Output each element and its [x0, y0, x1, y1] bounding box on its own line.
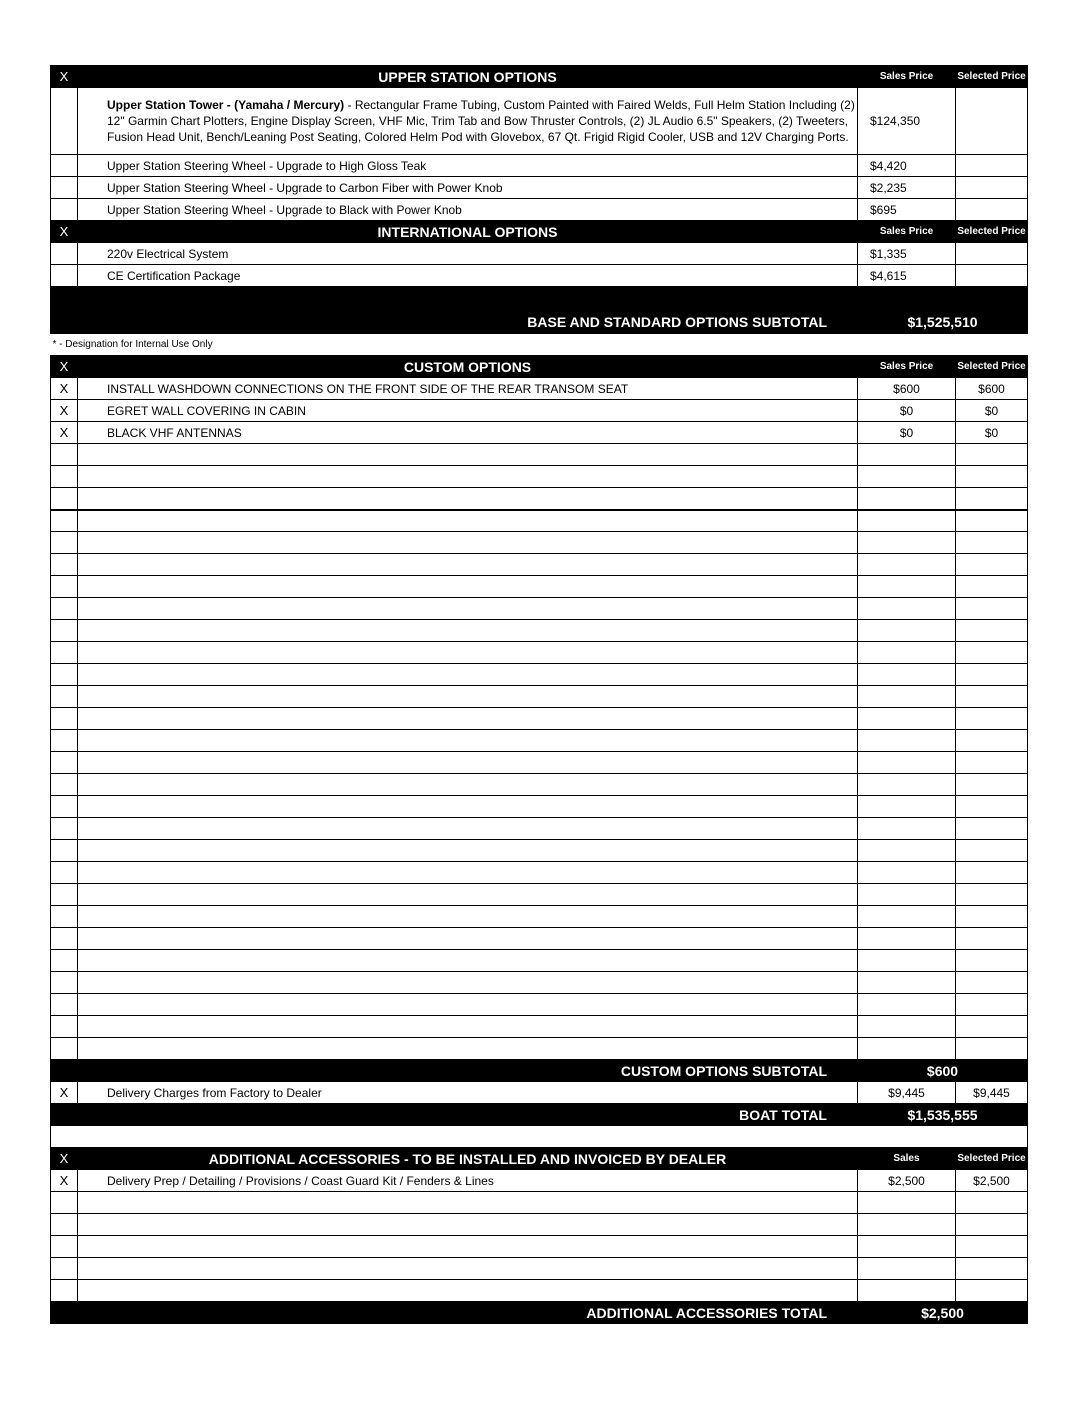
empty-cell	[78, 642, 858, 664]
empty-cell	[858, 906, 956, 928]
delivery-selected-price: $9,445	[956, 1082, 1028, 1104]
option-description: EGRET WALL COVERING IN CABIN	[78, 400, 858, 422]
option-description: CE Certification Package	[78, 265, 858, 287]
empty-cell	[858, 774, 956, 796]
empty-cell	[51, 664, 78, 686]
accessories-header	[51, 1148, 1028, 1170]
empty-cell	[78, 972, 858, 994]
options-sheet	[50, 65, 1027, 1324]
header-mark: X	[51, 356, 78, 378]
empty-cell	[51, 906, 78, 928]
sales-heading: Sales	[858, 1148, 956, 1170]
header-mark: X	[51, 221, 78, 243]
empty-row	[51, 906, 1028, 928]
selection-mark: X	[51, 1170, 78, 1192]
header-mark: X	[51, 1148, 78, 1170]
empty-cell	[858, 642, 956, 664]
blank-accessory-rows	[51, 1192, 1028, 1302]
empty-cell	[51, 1280, 78, 1302]
option-row	[51, 199, 1028, 221]
empty-cell	[78, 598, 858, 620]
custom-option-row	[51, 422, 1028, 444]
empty-cell	[858, 840, 956, 862]
empty-cell	[956, 994, 1028, 1016]
option-price: $4,420	[858, 155, 956, 177]
options-table	[50, 65, 1028, 1324]
empty-row	[51, 1016, 1028, 1038]
option-price: $4,615	[858, 265, 956, 287]
empty-cell	[956, 840, 1028, 862]
empty-cell	[956, 752, 1028, 774]
empty-cell	[858, 466, 956, 488]
option-price: $695	[858, 199, 956, 221]
empty-cell	[956, 972, 1028, 994]
accessory-price: $2,500	[858, 1170, 956, 1192]
empty-cell	[858, 444, 956, 466]
mark-cell	[51, 243, 78, 265]
option-row	[51, 265, 1028, 287]
empty-row	[51, 510, 1028, 532]
empty-row	[51, 818, 1028, 840]
empty-cell	[78, 730, 858, 752]
empty-cell	[51, 576, 78, 598]
empty-cell	[858, 620, 956, 642]
tower-title: Upper Station Tower - (Yamaha / Mercury)	[107, 97, 345, 112]
empty-cell	[51, 1258, 78, 1280]
empty-cell	[78, 488, 858, 510]
selected-price-cell	[956, 265, 1028, 287]
boat-total-amount: $1,535,555	[858, 1104, 1028, 1126]
empty-row	[51, 708, 1028, 730]
empty-cell	[78, 466, 858, 488]
empty-row	[51, 1236, 1028, 1258]
empty-row	[51, 620, 1028, 642]
custom-subtotal-label: CUSTOM OPTIONS SUBTOTAL	[51, 1060, 858, 1082]
empty-cell	[78, 950, 858, 972]
custom-subtotal-amount: $600	[858, 1060, 1028, 1082]
empty-cell	[858, 686, 956, 708]
empty-cell	[956, 730, 1028, 752]
empty-row	[51, 664, 1028, 686]
delivery-price: $9,445	[858, 1082, 956, 1104]
empty-cell	[51, 466, 78, 488]
empty-row	[51, 488, 1028, 510]
delivery-row	[51, 1082, 1028, 1104]
empty-row	[51, 994, 1028, 1016]
empty-cell	[956, 708, 1028, 730]
empty-cell	[51, 444, 78, 466]
empty-cell	[51, 862, 78, 884]
empty-cell	[858, 928, 956, 950]
empty-row	[51, 928, 1028, 950]
selection-mark: X	[51, 400, 78, 422]
selected-price-cell	[956, 177, 1028, 199]
empty-cell	[956, 906, 1028, 928]
empty-cell	[858, 1280, 956, 1302]
international-header	[51, 221, 1028, 243]
accessories-total-bar	[51, 1302, 1028, 1324]
empty-row	[51, 840, 1028, 862]
empty-cell	[51, 884, 78, 906]
empty-cell	[858, 994, 956, 1016]
base-subtotal-bar	[51, 287, 1028, 334]
spacer-cell	[51, 1126, 1028, 1148]
mark-cell	[51, 265, 78, 287]
empty-cell	[858, 730, 956, 752]
empty-row	[51, 532, 1028, 554]
empty-cell	[956, 1192, 1028, 1214]
empty-cell	[858, 818, 956, 840]
empty-cell	[956, 686, 1028, 708]
base-subtotal-label: BASE AND STANDARD OPTIONS SUBTOTAL	[51, 287, 858, 334]
empty-cell	[956, 950, 1028, 972]
empty-cell	[858, 554, 956, 576]
upper-station-tower-row	[51, 88, 1028, 155]
empty-cell	[51, 1016, 78, 1038]
empty-cell	[78, 554, 858, 576]
empty-cell	[51, 642, 78, 664]
section-title: ADDITIONAL ACCESSORIES - TO BE INSTALLED AND INVOICED BY DEALER	[78, 1148, 858, 1170]
empty-row	[51, 444, 1028, 466]
empty-cell	[51, 1236, 78, 1258]
empty-row	[51, 862, 1028, 884]
selection-mark: X	[51, 378, 78, 400]
empty-cell	[858, 510, 956, 532]
empty-cell	[78, 532, 858, 554]
empty-cell	[956, 1214, 1028, 1236]
empty-row	[51, 972, 1028, 994]
empty-cell	[956, 884, 1028, 906]
empty-cell	[51, 972, 78, 994]
option-description: INSTALL WASHDOWN CONNECTIONS ON THE FRONT SIDE OF THE REAR TRANSOM SEAT	[78, 378, 858, 400]
empty-cell	[51, 510, 78, 532]
option-price: $600	[858, 378, 956, 400]
empty-cell	[858, 862, 956, 884]
custom-subtotal-bar	[51, 1060, 1028, 1082]
empty-cell	[51, 598, 78, 620]
empty-cell	[51, 620, 78, 642]
upper-station-header	[51, 66, 1028, 88]
empty-cell	[51, 928, 78, 950]
option-price: $0	[858, 400, 956, 422]
empty-cell	[51, 818, 78, 840]
selected-price-cell	[956, 243, 1028, 265]
selected-price-heading: Selected Price	[956, 221, 1028, 243]
empty-cell	[956, 532, 1028, 554]
empty-cell	[956, 1258, 1028, 1280]
sales-price-heading: Sales Price	[858, 221, 956, 243]
empty-cell	[956, 488, 1028, 510]
empty-cell	[956, 642, 1028, 664]
empty-cell	[858, 532, 956, 554]
empty-cell	[956, 774, 1028, 796]
empty-cell	[51, 532, 78, 554]
accessories-total-label: ADDITIONAL ACCESSORIES TOTAL	[51, 1302, 858, 1324]
empty-cell	[78, 1236, 858, 1258]
tower-description: - Rectangular Frame Tubing, Custom Painted with Faired Welds, Full Helm Station Including (2) 12" Garmin Chart Plotters, Engine Display Screen, VHF Mic, Trim Tab and Bow Thruster Controls, (2) JL Audio 6.5" Speakers, (2) Tweeters, Fusion Head Unit, Bench/Leaning Post Seating, Colored Helm Pod with Glovebox, 67 Qt. Frigid Rigid Cooler, USB and 12V Charging Ports.	[107, 97, 855, 144]
empty-cell	[51, 488, 78, 510]
option-row	[51, 155, 1028, 177]
accessories-total-amount: $2,500	[858, 1302, 1028, 1324]
option-description: Upper Station Steering Wheel - Upgrade to Black with Power Knob	[78, 199, 858, 221]
section-title: UPPER STATION OPTIONS	[78, 66, 858, 88]
empty-cell	[51, 554, 78, 576]
empty-row	[51, 576, 1028, 598]
empty-row	[51, 774, 1028, 796]
accessory-selected-price: $2,500	[956, 1170, 1028, 1192]
empty-cell	[956, 598, 1028, 620]
empty-cell	[78, 928, 858, 950]
selected-price-heading: Selected Price	[956, 1148, 1028, 1170]
empty-row	[51, 1214, 1028, 1236]
empty-cell	[51, 774, 78, 796]
delivery-description: Delivery Charges from Factory to Dealer	[78, 1082, 858, 1104]
mark-cell	[51, 88, 78, 155]
empty-row	[51, 1280, 1028, 1302]
option-price: $1,335	[858, 243, 956, 265]
empty-row	[51, 1192, 1028, 1214]
empty-cell	[858, 488, 956, 510]
empty-cell	[78, 686, 858, 708]
empty-cell	[956, 1016, 1028, 1038]
boat-total-bar	[51, 1104, 1028, 1126]
empty-cell	[858, 598, 956, 620]
custom-option-row	[51, 400, 1028, 422]
empty-cell	[78, 576, 858, 598]
selected-price: $0	[956, 400, 1028, 422]
selected-price-heading: Selected Price	[956, 66, 1028, 88]
option-description: BLACK VHF ANTENNAS	[78, 422, 858, 444]
empty-cell	[858, 1192, 956, 1214]
empty-cell	[956, 818, 1028, 840]
empty-cell	[78, 774, 858, 796]
empty-cell	[956, 1280, 1028, 1302]
empty-cell	[78, 818, 858, 840]
empty-cell	[858, 1236, 956, 1258]
empty-cell	[858, 972, 956, 994]
selected-price-heading: Selected Price	[956, 356, 1028, 378]
option-description: Upper Station Steering Wheel - Upgrade to Carbon Fiber with Power Knob	[78, 177, 858, 199]
boat-total-label: BOAT TOTAL	[51, 1104, 858, 1126]
empty-cell	[51, 950, 78, 972]
empty-cell	[956, 796, 1028, 818]
empty-cell	[956, 1236, 1028, 1258]
sales-price-heading: Sales Price	[858, 66, 956, 88]
spacer-row	[51, 1126, 1028, 1148]
option-description: 220v Electrical System	[78, 243, 858, 265]
option-row	[51, 243, 1028, 265]
empty-cell	[858, 796, 956, 818]
empty-cell	[78, 620, 858, 642]
empty-cell	[858, 950, 956, 972]
selected-price-cell	[956, 155, 1028, 177]
option-row	[51, 177, 1028, 199]
selected-price-cell	[956, 88, 1028, 155]
empty-row	[51, 466, 1028, 488]
empty-row	[51, 554, 1028, 576]
tower-price: $124,350	[858, 88, 956, 155]
empty-row	[51, 1038, 1028, 1060]
empty-cell	[956, 928, 1028, 950]
sales-price-heading: Sales Price	[858, 356, 956, 378]
empty-cell	[78, 906, 858, 928]
empty-cell	[78, 1192, 858, 1214]
empty-cell	[78, 1214, 858, 1236]
selected-price: $0	[956, 422, 1028, 444]
empty-cell	[956, 620, 1028, 642]
empty-cell	[858, 708, 956, 730]
empty-cell	[51, 994, 78, 1016]
empty-cell	[78, 1280, 858, 1302]
empty-row	[51, 686, 1028, 708]
empty-cell	[858, 884, 956, 906]
empty-row	[51, 950, 1028, 972]
empty-cell	[78, 444, 858, 466]
empty-row	[51, 796, 1028, 818]
empty-cell	[956, 510, 1028, 532]
selected-price-cell	[956, 199, 1028, 221]
empty-cell	[956, 862, 1028, 884]
mark-cell	[51, 155, 78, 177]
empty-cell	[78, 1038, 858, 1060]
empty-cell	[956, 554, 1028, 576]
empty-cell	[956, 466, 1028, 488]
empty-cell	[51, 730, 78, 752]
empty-cell	[78, 840, 858, 862]
empty-cell	[956, 1038, 1028, 1060]
empty-row	[51, 1258, 1028, 1280]
empty-cell	[956, 664, 1028, 686]
option-price: $2,235	[858, 177, 956, 199]
option-description: Upper Station Steering Wheel - Upgrade to High Gloss Teak	[78, 155, 858, 177]
empty-cell	[51, 796, 78, 818]
accessory-row	[51, 1170, 1028, 1192]
empty-cell	[78, 862, 858, 884]
empty-cell	[78, 796, 858, 818]
empty-cell	[51, 708, 78, 730]
header-mark: X	[51, 66, 78, 88]
empty-cell	[858, 1214, 956, 1236]
empty-cell	[51, 840, 78, 862]
empty-cell	[78, 752, 858, 774]
selection-mark: X	[51, 422, 78, 444]
custom-options-header	[51, 356, 1028, 378]
selected-price: $600	[956, 378, 1028, 400]
empty-cell	[858, 1038, 956, 1060]
empty-row	[51, 730, 1028, 752]
mark-cell	[51, 199, 78, 221]
empty-cell	[858, 576, 956, 598]
empty-cell	[51, 752, 78, 774]
empty-cell	[78, 708, 858, 730]
option-price: $0	[858, 422, 956, 444]
empty-cell	[858, 752, 956, 774]
empty-cell	[956, 576, 1028, 598]
blank-custom-rows	[51, 444, 1028, 1060]
empty-row	[51, 642, 1028, 664]
section-title: CUSTOM OPTIONS	[78, 356, 858, 378]
empty-cell	[78, 664, 858, 686]
empty-cell	[51, 1038, 78, 1060]
empty-cell	[858, 1016, 956, 1038]
empty-cell	[78, 884, 858, 906]
empty-cell	[78, 994, 858, 1016]
empty-cell	[51, 1214, 78, 1236]
empty-cell	[956, 444, 1028, 466]
accessory-description: Delivery Prep / Detailing / Provisions / Coast Guard Kit / Fenders & Lines	[78, 1170, 858, 1192]
internal-use-note: * - Designation for Internal Use Only	[52, 339, 213, 350]
internal-use-note-row	[51, 334, 1028, 356]
empty-row	[51, 598, 1028, 620]
empty-cell	[78, 1016, 858, 1038]
empty-row	[51, 884, 1028, 906]
empty-row	[51, 752, 1028, 774]
empty-cell	[51, 686, 78, 708]
empty-cell	[78, 1258, 858, 1280]
tower-description-cell	[78, 88, 858, 155]
selection-mark: X	[51, 1082, 78, 1104]
empty-cell	[51, 1192, 78, 1214]
custom-option-row	[51, 378, 1028, 400]
empty-cell	[858, 1258, 956, 1280]
section-title: INTERNATIONAL OPTIONS	[78, 221, 858, 243]
empty-cell	[78, 510, 858, 532]
mark-cell	[51, 177, 78, 199]
empty-cell	[858, 664, 956, 686]
base-subtotal-amount: $1,525,510	[858, 287, 1028, 334]
